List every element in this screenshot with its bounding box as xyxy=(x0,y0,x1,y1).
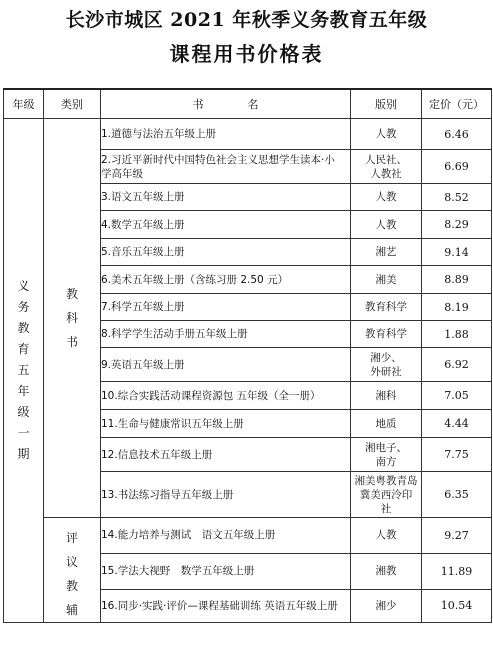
table-body xyxy=(4,119,492,623)
book-name-cell: 13.书法练习指导五年级上册 xyxy=(101,472,351,518)
price-cell: 6.35 xyxy=(422,472,492,518)
book-name-cell: 1.道德与法治五年级上册 xyxy=(101,119,351,150)
price-cell: 9.14 xyxy=(422,239,492,266)
book-name-cell: 10.综合实践活动课程资源包 五年级（全一册） xyxy=(101,382,351,410)
publisher-cell: 湘美粤教青岛 冀美西泠印 社 xyxy=(351,472,422,518)
publisher-cell: 教育科学 xyxy=(351,294,422,321)
price-cell: 10.54 xyxy=(422,589,492,622)
price-cell: 11.89 xyxy=(422,553,492,589)
header-price: 定价（元） xyxy=(422,89,492,119)
price-cell: 7.05 xyxy=(422,382,492,410)
price-cell: 8.29 xyxy=(422,211,492,239)
book-name-cell: 2.习近平新时代中国特色社会主义思想学生读本·小 学高年级 xyxy=(101,150,351,184)
book-name-cell: 9.英语五年级上册 xyxy=(101,348,351,382)
publisher-cell: 湘少、 外研社 xyxy=(351,348,422,382)
publisher-cell: 湘电子、 南方 xyxy=(351,438,422,472)
book-name-cell: 3.语文五年级上册 xyxy=(101,184,351,211)
publisher-cell: 人教 xyxy=(351,518,422,554)
page-title-line2: 课程用书价格表 xyxy=(169,42,324,66)
header-publisher: 版别 xyxy=(351,89,422,119)
book-name-cell: 11.生命与健康常识五年级上册 xyxy=(101,410,351,438)
book-name-cell: 15.学法大视野 数学五年级上册 xyxy=(101,553,351,589)
price-cell: 6.46 xyxy=(422,119,492,150)
price-cell: 9.27 xyxy=(422,518,492,554)
header-category: 类别 xyxy=(44,89,101,119)
book-name-cell: 14.能力培养与测试 语文五年级上册 xyxy=(101,518,351,554)
category-cell: 评 议 教 辅 xyxy=(44,518,101,623)
book-name-cell: 12.信息技术五年级上册 xyxy=(101,438,351,472)
page-title-line1: 长沙市城区 2021 年秋季义务教育五年级 xyxy=(65,9,428,31)
publisher-cell: 地质 xyxy=(351,410,422,438)
publisher-cell: 湘科 xyxy=(351,382,422,410)
book-name-cell: 16.同步·实践·评价—课程基础训练 英语五年级上册 xyxy=(101,589,351,622)
header-grade: 年级 xyxy=(4,89,44,119)
book-name-cell: 8.科学学生活动手册五年级上册 xyxy=(101,321,351,348)
table-row xyxy=(4,518,492,554)
price-cell: 8.89 xyxy=(422,266,492,294)
publisher-cell: 湘艺 xyxy=(351,239,422,266)
header-book: 书 名 xyxy=(101,89,351,119)
publisher-cell: 教育科学 xyxy=(351,321,422,348)
publisher-cell: 湘教 xyxy=(351,553,422,589)
price-cell: 8.19 xyxy=(422,294,492,321)
table-row xyxy=(4,119,492,150)
publisher-cell: 人教 xyxy=(351,119,422,150)
price-cell: 7.75 xyxy=(422,438,492,472)
price-cell: 6.92 xyxy=(422,348,492,382)
category-cell: 教 科 书 xyxy=(44,119,101,518)
book-name-cell: 6.美术五年级上册（含练习册 2.50 元） xyxy=(101,266,351,294)
price-table xyxy=(3,88,492,623)
publisher-cell: 人民社、 人教社 xyxy=(351,150,422,184)
publisher-cell: 人教 xyxy=(351,184,422,211)
price-cell: 4.44 xyxy=(422,410,492,438)
book-name-cell: 5.音乐五年级上册 xyxy=(101,239,351,266)
table-header-row xyxy=(4,89,492,119)
price-cell: 8.52 xyxy=(422,184,492,211)
price-cell: 6.69 xyxy=(422,150,492,184)
publisher-cell: 人教 xyxy=(351,211,422,239)
book-name-cell: 7.科学五年级上册 xyxy=(101,294,351,321)
price-cell: 1.88 xyxy=(422,321,492,348)
book-name-cell: 4.数学五年级上册 xyxy=(101,211,351,239)
grade-cell: 义 务 教 育 五 年 级 一 期 xyxy=(4,119,44,623)
publisher-cell: 湘美 xyxy=(351,266,422,294)
publisher-cell: 湘少 xyxy=(351,589,422,622)
